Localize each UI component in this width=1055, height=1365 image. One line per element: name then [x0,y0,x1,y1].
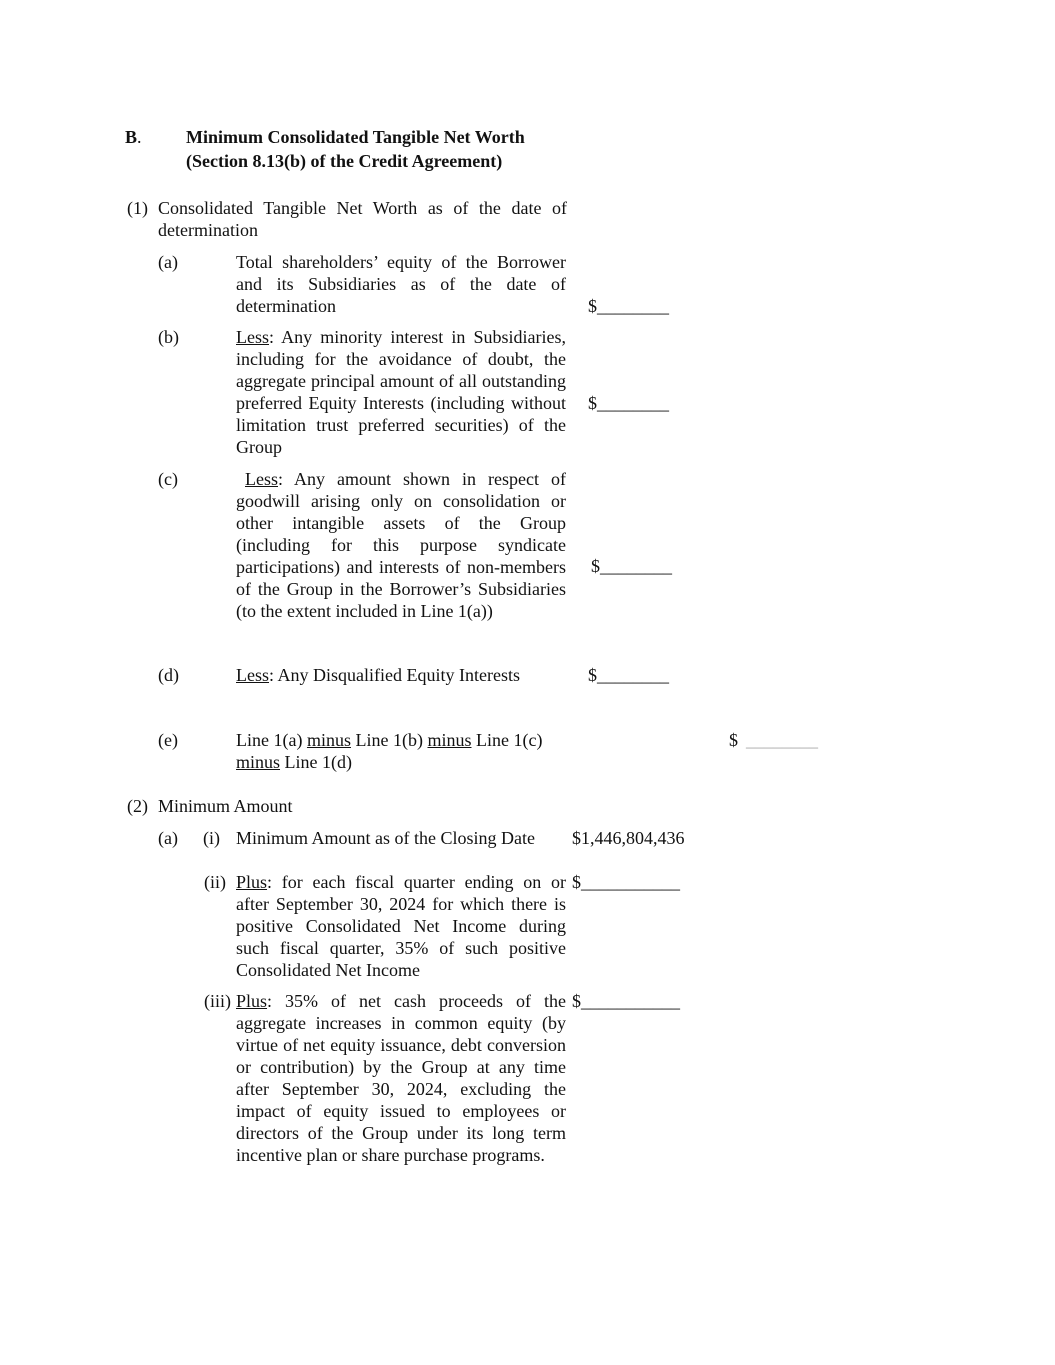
item2-text: Minimum Amount [158,796,293,816]
less-underlined: Less [236,327,269,347]
closing-date-minimum-amount: $1,446,804,436 [572,828,685,848]
item1a-blank: $________ [588,296,669,316]
item2a-i-label: (i) [203,828,220,848]
item1e-total: $ ________ [729,730,818,750]
item1b-text: Less: Any minority interest in Subsidiaries, including for the avoidance of doubt, the aggregate principal amount of all outstanding preferred Equity Interests (including without limitation trust preferred securities) of the Group [236,327,566,457]
item2a-ii-label: (ii) [204,872,226,892]
item1d-label: (d) [158,665,179,685]
item1e-blank: ________ [746,730,818,750]
item2a-label: (a) [158,828,178,848]
item2a-ii-blank: $___________ [572,872,680,892]
section-letter: B. [125,127,142,147]
item1c-blank: $________ [591,556,672,576]
item1b-label: (b) [158,327,179,347]
less-underlined: Less [236,665,269,685]
item1d-text: Less: Any Disqualified Equity Interests [236,665,520,685]
item1e-text-line2: minus Line 1(d) [236,752,352,772]
item2a-iii-blank: $___________ [572,991,680,1011]
item1a-label: (a) [158,252,178,272]
item1d-blank: $________ [588,665,669,685]
item1b-blank: $________ [588,393,669,413]
less-underlined: Less [245,469,278,489]
item1-number: (1) [127,198,148,218]
section-subtitle: (Section 8.13(b) of the Credit Agreement) [186,151,503,171]
item1a-text: Total shareholders’ equity of the Borrower and its Subsidiaries as of the date of determination [236,252,566,316]
item2a-iii-label: (iii) [204,991,231,1011]
item1e-label: (e) [158,730,178,750]
item1e-text-line1: Line 1(a) minus Line 1(b) minus Line 1(c) [236,730,543,750]
item2a-iii-text: Plus: 35% of net cash proceeds of the aggregate increases in common equity (by virtue of net equity issuance, debt conversion or contribution) by the Group at any time after September 30, 2024, excluding the impact of equity issued to employees or directors of the Group under its long term incentive plan or share purchase programs. [236,991,566,1165]
plus-underlined: Plus [236,872,268,892]
item2-number: (2) [127,796,148,816]
item1c-label: (c) [158,469,178,489]
item2a-ii-text: Plus: for each fiscal quarter ending on or after September 30, 2024 for which there is positive Consolidated Net Income during such fiscal quarter, 35% of such positive Consolidated Net Income [236,872,566,980]
item1-text: Consolidated Tangible Net Worth as of the date of determination [158,198,567,240]
plus-underlined: Plus [236,991,268,1011]
item2a-i-text: Minimum Amount as of the Closing Date [236,828,535,848]
section-title: Minimum Consolidated Tangible Net Worth [186,127,525,147]
item1c-text: Less: Any amount shown in respect of goodwill arising only on consolidation or other intangible assets of the Group (including for this purpose syndicate participations) and interests of non-members of the Group in the Borrower’s Subsidiaries (to the extent included in Line 1(a)) [236,469,566,621]
